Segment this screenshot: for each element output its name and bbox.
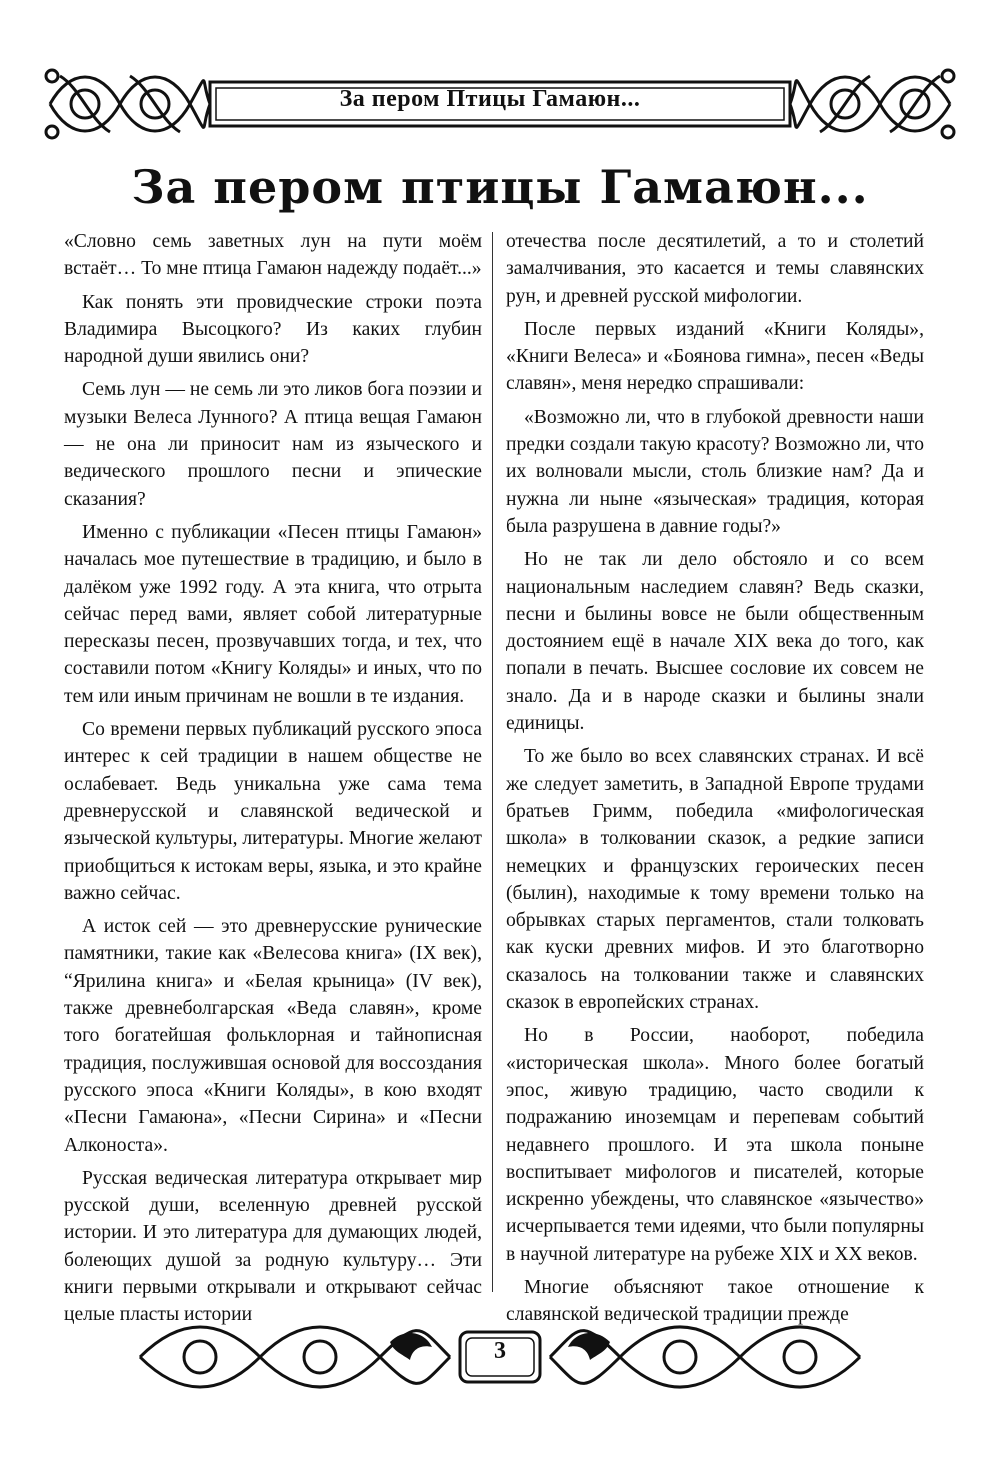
paragraph: Как понять эти провидческие строки поэта Владимира Высоцкого? Из каких глубин народной души явились они? <box>64 291 482 368</box>
paragraph: отечества после десятилетий, а то и столетий замалчивания, это касается и темы славянских рун, и древней русской мифологии. <box>506 231 924 307</box>
column-divider <box>492 232 493 1292</box>
paragraph: Со времени первых публикаций русского эпоса интерес к сей традиции в нашем обществе не ослабевает. Ведь уникальна уже сама тема древнерусской и славянской ведической и языческой культуры, литературы. Многие желают приобщиться к истокам веры, языка, и это крайне важно сейчас. <box>64 719 482 904</box>
paragraph: Многие объясняют такое отношение к славянской ведической традиции прежде <box>506 1276 924 1326</box>
paragraph: «Возможно ли, что в глубокой древности наши предки создали такую красоту? Возможно ли, что их волновали мысли, столь близкие нам? Да и нужна ли ныне «языческая» традиция, которая была разрушена в давние годы?» <box>506 406 924 537</box>
article-title: За пером птицы Гамаюн... <box>131 160 869 214</box>
paragraph: А исток сей — это древнерусские рунические памятники, такие как «Велесова книга» (IX век), “Ярилина книга» и «Белая крыница» (IV век), также древнеболгарская «Веда славян», кроме того богатейшая фольклорная и тайнописная традиция, послужившая основой для воссоздания русского эпоса «Книги Коляды», в кою входят «Песни Гамаюна», «Песни Сирина» и «Песни Алконоста». <box>64 916 482 1156</box>
running-title: За пером Птицы Гамаюн... <box>339 86 641 112</box>
paragraph: Русская ведическая литература открывает мир русской души, вселенную древней русской истории. И это литература для думающих людей, болеющих душой за родную культуру… Эти книги первыми открывали и открывают сейчас целые пласты истории <box>64 1167 482 1326</box>
paragraph: «Словно семь заветных лун на пути моём встаёт… То мне птица Гамаюн надежду подаёт...» <box>64 231 482 280</box>
paragraph: То же было во всех славянских странах. И всё же следует заметить, в Западной Европе трудами братьев Гримм, победила «мифологическая школа» в толковании сказок, а редкие записи немецких и французских героических песен (былин), находимые к тому времени только на обрывках старых пергаментов, стали толковать как куски древних мифов. И это благотворно сказалось на толковании также и славянских сказок в европейских странах. <box>506 746 924 1014</box>
page-number: 3 <box>494 1338 506 1364</box>
paragraph: Семь лун — не семь ли это ликов бога поэзии и музыки Велеса Лунного? А птица вещая Гамаюн — не она ли приносит нам из языческого и ведического прошлого песни и эпические сказания? <box>64 379 482 510</box>
paragraph: Но не так ли дело обстояло и со всем национальным наследием славян? Ведь сказки, песни и былины вовсе не были общественным достоянием ещё в начале XIX века до того, как попали в печать. Высшее сословие их совсем не знало. Да и в народе сказки и былины знали единицы. <box>506 549 924 735</box>
paragraph: После первых изданий «Книги Коляды», «Книги Велеса» и «Боянова гимна», песен «Веды славян», меня нередко спрашивали: <box>506 318 924 395</box>
paragraph: Но в России, наоборот, победила «историческая школа». Много более богатый эпос, живую традицию, часто сводили к подражанию иноземцам и перепевам событий недавнего прошлого. И эта школа поныне воспитывает мифологов и писателей, которые искренно убеждены, что славянское «язычество» исчерпывается теми идеями, что были популярны в научной литературе на рубеже XIX и XX веков. <box>506 1025 924 1265</box>
paragraph: Именно с публикации «Песен птицы Гамаюн» началась мое путешествие в традицию, и было в далёком уже 1992 году. А эта книга, что отрыта сейчас перед вами, являет собой литературные пересказы песен, прозвучавших тогда, и тех, что составили потом «Книгу Коляды» и иных, что по тем или иным причинам не вошли в те издания. <box>64 521 482 707</box>
right-text-column <box>506 228 924 1326</box>
left-text-column <box>64 228 482 1326</box>
